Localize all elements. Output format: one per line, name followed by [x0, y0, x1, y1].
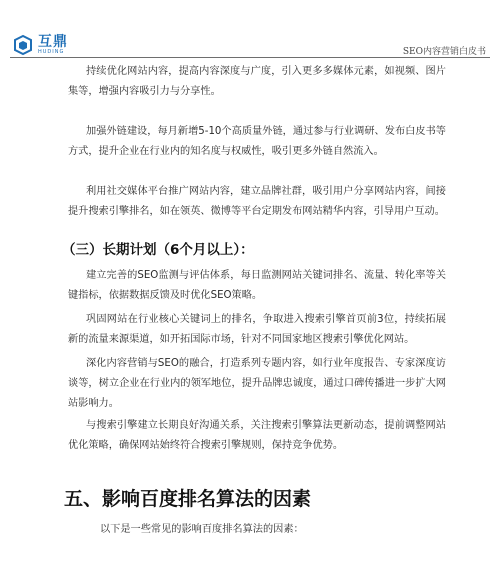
section-heading: （三）长期计划（6个月以上）：: [62, 242, 254, 258]
paragraph: 加强外链建设，每月新增5-10个高质量外链，通过参与行业调研、发布白皮书等方式，提升企业在行业内的知名度与权威性，吸引更多外链自然流入。: [68, 126, 446, 157]
page-header: [0, 0, 500, 58]
paragraph: 建立完善的SEO监测与评估体系，每日监测网站关键词排名、流量、转化率等关键指标，依据数据反馈及时优化SEO策略。: [68, 270, 446, 301]
header-divider: [10, 57, 490, 58]
paragraph: 巩固网站在行业核心关键词上的排名，争取进入搜索引擎首页前3位，持续拓展新的流量来源渠道，如开拓国际市场，针对不同国家地区搜索引擎优化网站。: [68, 314, 446, 345]
document-title: SEO内容营销白皮书: [402, 47, 486, 57]
huding-logo-icon: [12, 34, 34, 56]
logo: [12, 33, 68, 57]
paragraph: 利用社交媒体平台推广网站内容，建立品牌社群，吸引用户分享网站内容，间接提升搜索引擎排名，如在领英、微博等平台定期发布网站精华内容，引导用户互动。: [68, 186, 446, 217]
logo-text-en: HUDING: [38, 49, 65, 55]
paragraph: 持续优化网站内容，提高内容深度与广度，引入更多多媒体元素，如视频、图片集等，增强内容吸引力与分享性。: [68, 66, 446, 97]
intro-text: 以下是一些常见的影响百度排名算法的因素：: [100, 524, 304, 535]
chapter-heading: 五、影响百度排名算法的因素: [64, 488, 312, 510]
paragraph: 与搜索引擎建立长期良好沟通关系，关注搜索引擎算法更新动态，提前调整网站优化策略，确保网站始终符合搜索引擎规则，保持竞争优势。: [68, 420, 446, 451]
paragraph: 深化内容营销与SEO的融合，打造系列专题内容，如行业年度报告、专家深度访谈等，树立企业在行业内的领军地位，提升品牌忠诚度，通过口碑传播进一步扩大网站影响力。: [68, 358, 446, 409]
logo-text-cn: 互鼎: [38, 34, 68, 50]
